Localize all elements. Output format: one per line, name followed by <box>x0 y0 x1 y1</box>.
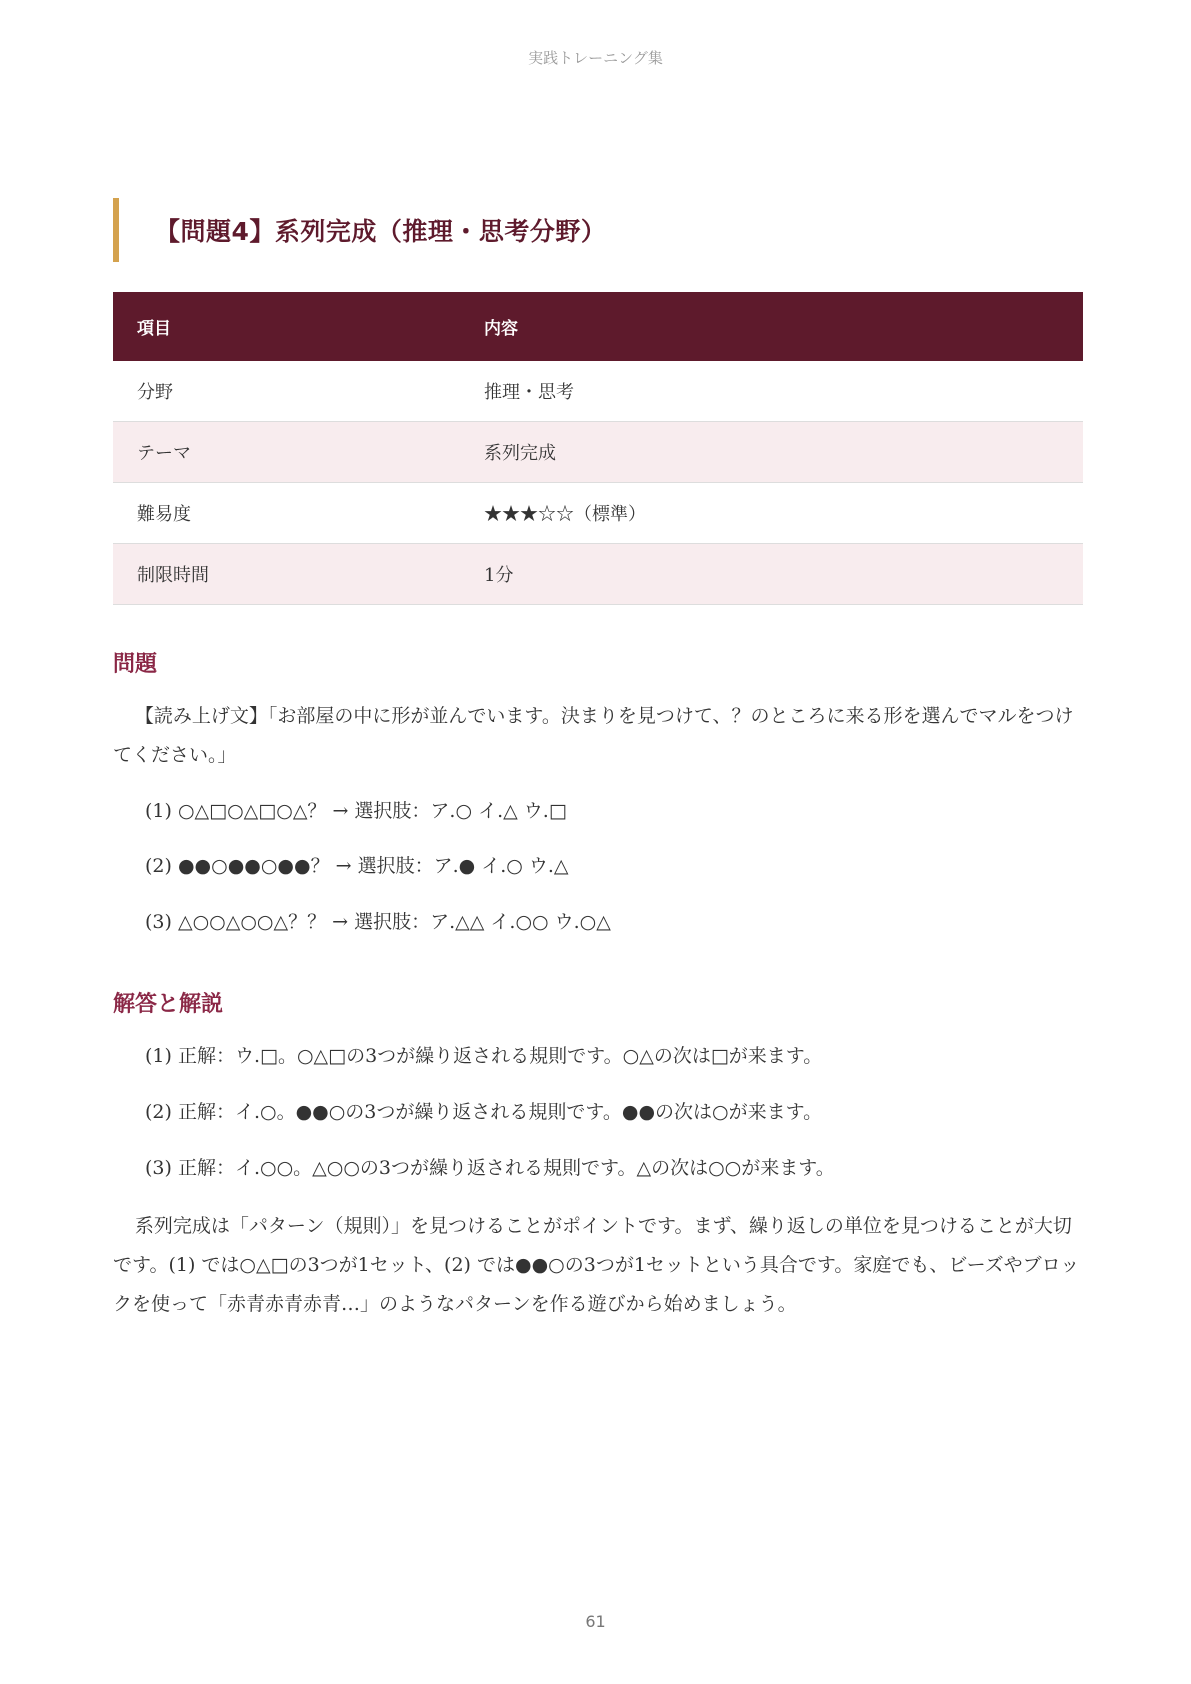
problem-reading-text: 【読み上げ文】「お部屋の中に形が並んでいます。決まりを見つけて、？のところに来る形を選んでマルをつけてください。」 <box>113 705 1074 766</box>
title-block <box>113 198 1083 262</box>
answer-item-2: (2) 正解：イ.○。●●○の3つが繰り返される規則です。●●の次は○が来ます。 <box>145 1101 823 1123</box>
problem-item-3: (3) △○○△○○△？？ → 選択肢：ア.△△ イ.○○ ウ.○△ <box>145 911 611 933</box>
page-number: 61 <box>585 1612 606 1631</box>
answer-item-3: (3) 正解：イ.○○。△○○の3つが繰り返される規則です。△の次は○○が来ます。 <box>145 1157 835 1179</box>
explanation-text: 系列完成は「パターン（規則）」を見つけることがポイントです。まず、繰り返しの単位を見つけることが大切です。(1) では○△□の3つが1セット、(2) では●●○の3つが1セットという具合です。家庭でも、ビーズやブロックを使って「赤青赤青赤青…」のようなパターンを作る遊びから始めましょう。 <box>113 1215 1080 1315</box>
table-header-content: 内容 <box>460 292 1083 361</box>
table-header-item: 項目 <box>113 292 460 361</box>
answer-heading: 解答と解説 <box>113 992 224 1017</box>
table-row <box>113 483 1083 544</box>
running-header: 実践トレーニング集 <box>528 49 663 67</box>
answer-item-1: (1) 正解：ウ.□。○△□の3つが繰り返される規則です。○△の次は□が来ます。 <box>145 1045 823 1067</box>
table-cell-value: 1分 <box>460 544 1083 605</box>
problem-heading: 問題 <box>113 652 158 677</box>
table-cell-value: 推理・思考 <box>460 361 1083 422</box>
problem-item-2: (2) ●●○●●○●●？ → 選択肢：ア.● イ.○ ウ.△ <box>145 855 569 877</box>
table-cell-label: 分野 <box>113 361 460 422</box>
table-header-row <box>113 292 1083 361</box>
table-row <box>113 544 1083 605</box>
table-cell-label: 制限時間 <box>113 544 460 605</box>
table-cell-value: 系列完成 <box>460 422 1083 483</box>
table-cell-label: テーマ <box>113 422 460 483</box>
table-row <box>113 361 1083 422</box>
info-table <box>113 292 1083 605</box>
table-cell-label: 難易度 <box>113 483 460 544</box>
problem-item-1: (1) ○△□○△□○△？ → 選択肢：ア.○ イ.△ ウ.□ <box>145 800 567 822</box>
problem-title: 【問題4】系列完成（推理・思考分野） <box>155 217 607 246</box>
table-cell-value: ★★★☆☆（標準） <box>460 483 1083 544</box>
table-row <box>113 422 1083 483</box>
